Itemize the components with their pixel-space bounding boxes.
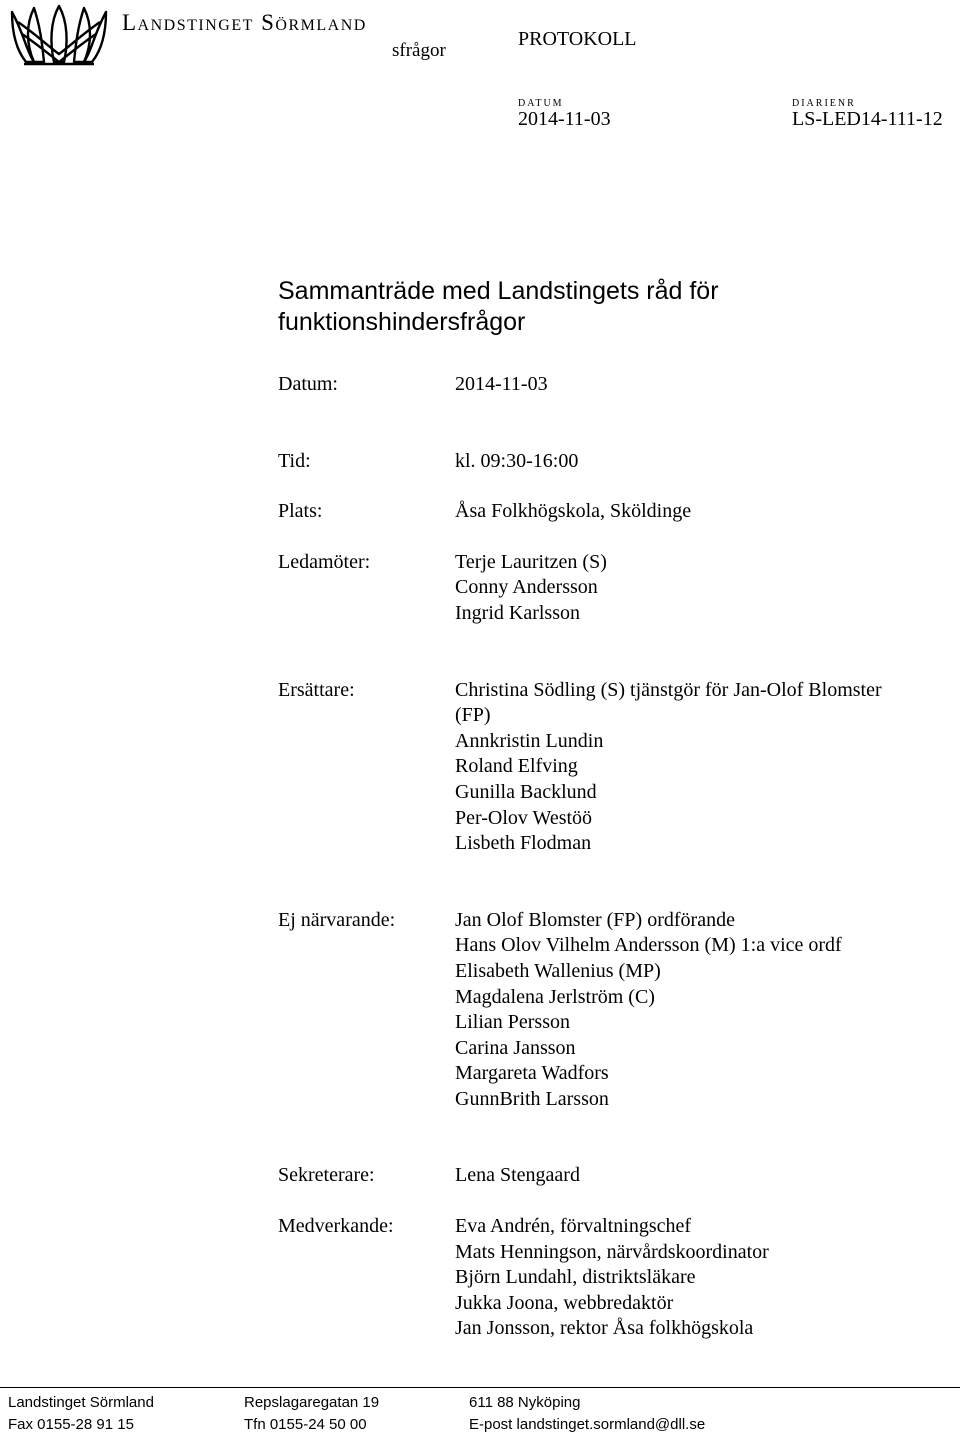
footer-city: 611 88 Nyköping xyxy=(469,1394,581,1411)
sekreterare-row xyxy=(278,1163,918,1189)
list-item: Eva Andrén, förvaltningschef xyxy=(455,1215,692,1238)
list-item: Magdalena Jerlström (C) xyxy=(455,985,655,1008)
footer-org: Landstinget Sörmland xyxy=(8,1394,154,1411)
ledamoter-list xyxy=(455,550,918,627)
list-item: Lena Stengaard xyxy=(455,1164,580,1187)
list-item: Terje Lauritzen (S) xyxy=(455,550,607,573)
department-name-fragment: sfrågor xyxy=(392,40,446,61)
document-title-line-2: funktionshindersfrågor xyxy=(278,308,526,336)
ledamoter-row xyxy=(278,550,918,627)
organization-name: Landstinget Sörmland xyxy=(122,10,367,35)
footer-phone: Tfn 0155-24 50 00 xyxy=(244,1416,367,1433)
sekreterare-label: Sekreterare: xyxy=(278,1164,375,1187)
meeting-details xyxy=(278,372,918,1342)
sekreterare-list xyxy=(455,1163,918,1189)
document-title-line-1: Sammanträde med Landstingets råd för xyxy=(278,277,719,305)
ersattare-list xyxy=(455,678,918,857)
medverkande-row xyxy=(278,1214,918,1342)
list-item: Carina Jansson xyxy=(455,1036,576,1059)
list-item: Christina Södling (S) tjänstgör för Jan-Olof Blomster xyxy=(455,678,882,701)
tid-row xyxy=(278,449,918,475)
landsting-logo-icon xyxy=(4,4,114,66)
date-label: DATUM xyxy=(518,98,564,109)
ersattare-row xyxy=(278,678,918,857)
list-item: Jukka Joona, webbredaktör xyxy=(455,1291,674,1314)
ledamoter-label: Ledamöter: xyxy=(278,550,371,573)
list-item: (FP) xyxy=(455,704,491,727)
list-item: Jan Olof Blomster (FP) ordförande xyxy=(455,908,735,931)
medverkande-label: Medverkande: xyxy=(278,1215,394,1238)
ej-narvarande-row xyxy=(278,908,918,1113)
list-item: Lilian Persson xyxy=(455,1011,570,1034)
plats-label: Plats: xyxy=(278,500,323,523)
list-item: Per-Olov Westöö xyxy=(455,806,593,829)
list-item: Hans Olov Vilhelm Andersson (M) 1:a vice ordf xyxy=(455,934,842,957)
list-item: Margareta Wadfors xyxy=(455,1062,609,1085)
list-item: GunnBrith Larsson xyxy=(455,1087,609,1110)
document-type: PROTOKOLL xyxy=(518,28,637,50)
datum-row xyxy=(278,372,918,398)
footer-email: E-post landstinget.sormland@dll.se xyxy=(469,1416,706,1433)
list-item: Ingrid Karlsson xyxy=(455,601,580,624)
tid-label: Tid: xyxy=(278,449,311,472)
list-item: Gunilla Backlund xyxy=(455,780,597,803)
ej-narvarande-list xyxy=(455,908,918,1113)
footer-address: Repslagaregatan 19 xyxy=(244,1394,380,1411)
footer-divider xyxy=(0,1387,960,1388)
ej-narvarande-label: Ej närvarande: xyxy=(278,908,396,931)
datum-label: Datum: xyxy=(278,373,338,395)
date-value: 2014-11-03 xyxy=(518,108,611,130)
diarienr-label: DIARIENR xyxy=(792,98,856,109)
document-title xyxy=(278,276,918,338)
ersattare-label: Ersättare: xyxy=(278,678,355,701)
list-item: Roland Elfving xyxy=(455,755,578,778)
list-item: Annkristin Lundin xyxy=(455,729,604,752)
list-item: Elisabeth Wallenius (MP) xyxy=(455,959,661,982)
list-item: Mats Henningson, närvårdskoordinator xyxy=(455,1240,769,1263)
list-item: Conny Andersson xyxy=(455,576,598,599)
list-item: Jan Jonsson, rektor Åsa folkhögskola xyxy=(455,1317,754,1340)
medverkande-list xyxy=(455,1214,918,1342)
list-item: Björn Lundahl, distriktsläkare xyxy=(455,1266,696,1289)
list-item: Lisbeth Flodman xyxy=(455,832,592,855)
plats-value: Åsa Folkhögskola, Sköldinge xyxy=(455,500,692,523)
diarienr-value: LS-LED14-111-12 xyxy=(792,108,943,130)
footer-fax: Fax 0155-28 91 15 xyxy=(8,1416,134,1433)
plats-row xyxy=(278,499,918,525)
tid-value: kl. 09:30-16:00 xyxy=(455,449,579,472)
datum-value: 2014-11-03 xyxy=(455,373,548,395)
